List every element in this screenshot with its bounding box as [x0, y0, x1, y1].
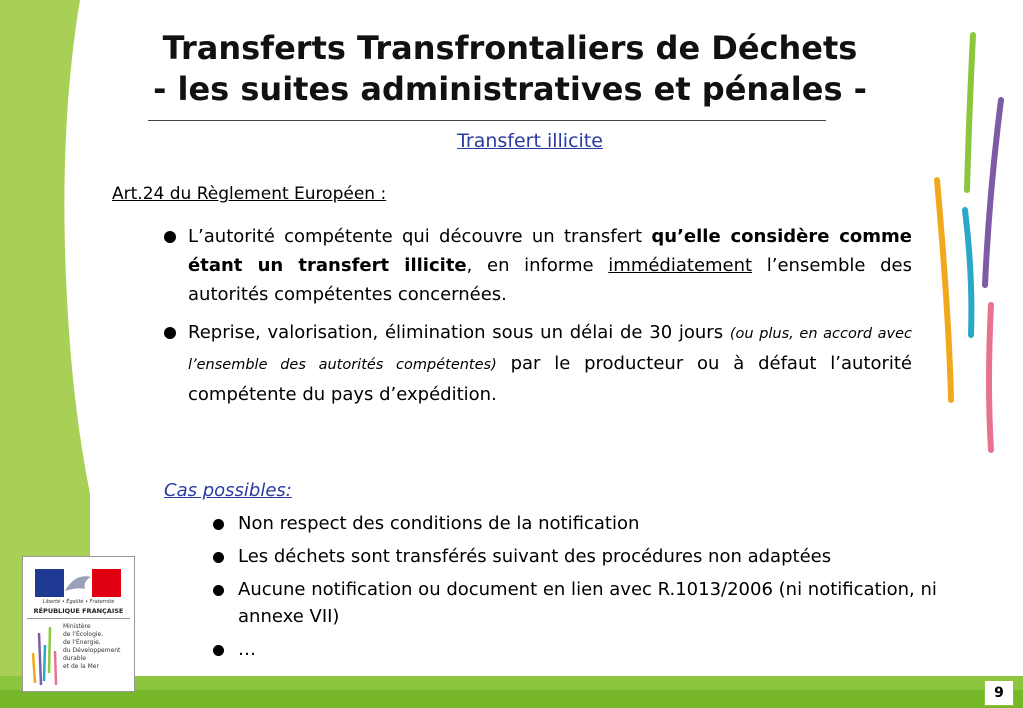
- ministry-line: de l’Énergie,: [63, 639, 101, 646]
- logo-strokes-icon: [29, 623, 61, 687]
- title-line-2: - les suites administratives et pénales -: [153, 70, 867, 108]
- decorative-strokes: [925, 25, 1015, 465]
- logo-motto: Liberté • Égalité • Fraternité: [42, 599, 115, 605]
- subtitle: Transfert illicite: [457, 130, 603, 152]
- bullet-text: , en informe: [466, 255, 609, 276]
- marianne-flag-icon: [35, 569, 121, 597]
- case-text: Les déchets sont transférés suivant des procédures non adaptées: [238, 546, 832, 567]
- title-line-1: Transferts Transfrontaliers de Déchets: [162, 29, 858, 67]
- logo-divider: [27, 618, 130, 619]
- case-text: Non respect des conditions de la notification: [238, 513, 640, 534]
- bottom-green-band-dark: [0, 690, 1023, 708]
- case-item: [208, 543, 938, 570]
- article-heading: Art.24 du Règlement Européen :: [112, 184, 387, 204]
- title-divider: [148, 120, 826, 121]
- bullet-dot-icon: [164, 327, 176, 339]
- ministry-line: de l’Écologie,: [63, 631, 104, 638]
- page-title: [100, 28, 920, 110]
- case-text: Aucune notification ou document en lien avec R.1013/2006 (ni notification, ni annexe VII): [238, 579, 937, 627]
- ministry-line: durable: [63, 655, 86, 662]
- cases-list: [208, 510, 938, 669]
- case-item: [208, 576, 938, 630]
- bullet-item: [160, 318, 912, 409]
- bullet-text: Reprise, valorisation, élimination sous un délai de 30 jours: [188, 322, 730, 343]
- bullet-item: [160, 222, 912, 309]
- bullet-dot-icon: [213, 552, 224, 563]
- bullet-dot-icon: [213, 645, 224, 656]
- bullet-dot-icon: [164, 231, 176, 243]
- bullet-underlined-text: immédiatement: [608, 255, 753, 276]
- case-item: [208, 636, 938, 663]
- bullet-dot-icon: [213, 519, 224, 530]
- bullet-italic-text: (ou plus, en accord avec l’ensemble des autorités compétentes): [188, 326, 913, 373]
- page-number: 9: [984, 680, 1014, 706]
- logo-ministry-name: [63, 623, 131, 671]
- bullet-bold-text: qu’elle considère comme étant un transfert illicite: [188, 226, 912, 276]
- article-bullets: [160, 222, 912, 418]
- logo-republic: RÉPUBLIQUE FRANÇAISE: [33, 607, 124, 615]
- ministry-logo: [22, 556, 135, 692]
- bullet-text: L’autorité compétente qui découvre un transfert: [188, 226, 652, 247]
- ministry-line: Ministère: [63, 623, 91, 630]
- bullet-dot-icon: [213, 585, 224, 596]
- bullet-text: par le producteur ou à défaut l’autorité compétente du pays d’expédition.: [188, 353, 913, 405]
- case-text: …: [238, 639, 256, 660]
- ministry-line: du Développement: [63, 647, 121, 654]
- bullet-text: l’ensemble des autorités compétentes concernées.: [188, 255, 912, 305]
- case-item: [208, 510, 938, 537]
- ministry-line: et de la Mer: [63, 663, 99, 670]
- cases-heading: Cas possibles:: [164, 480, 292, 501]
